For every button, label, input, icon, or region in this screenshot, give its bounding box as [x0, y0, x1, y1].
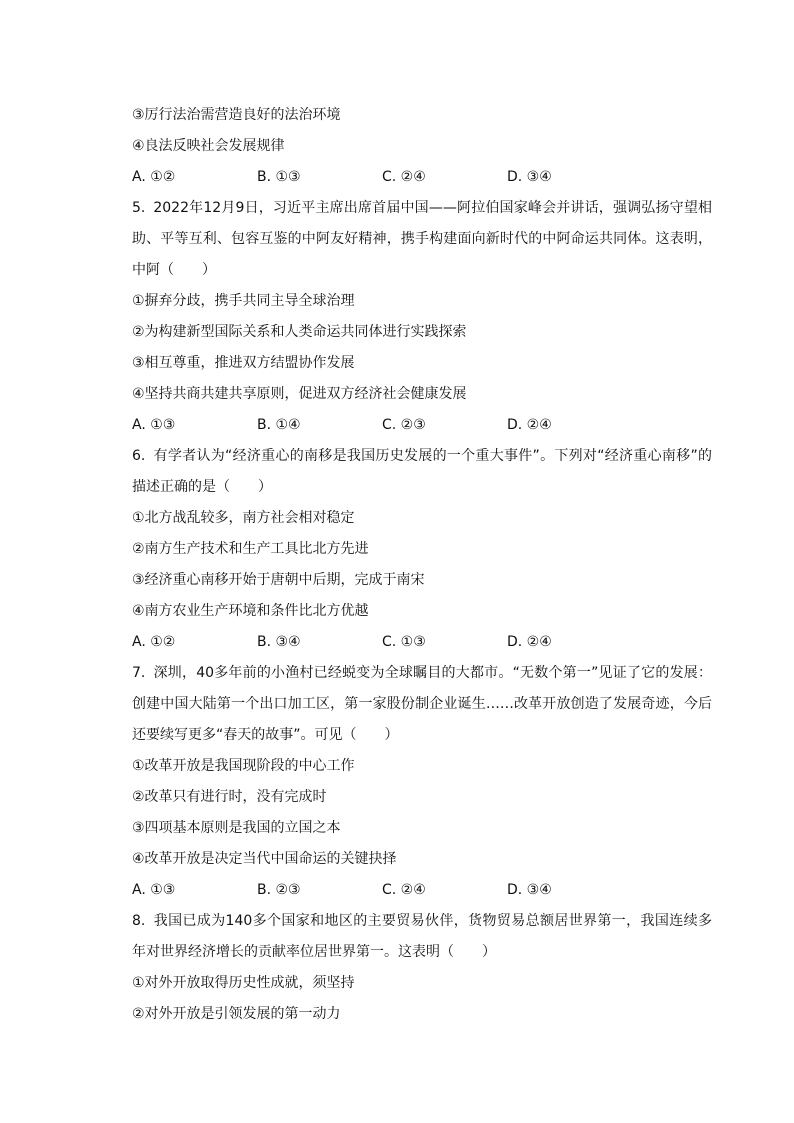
q6-item-2: ②南方生产技术和生产工具比北方先进 [132, 541, 369, 557]
q8-item-2: ②对外开放是引领发展的第一动力 [132, 1006, 341, 1022]
q5-option-c: C. ②③ [382, 417, 426, 433]
q6-stem-text: 有学者认为“经济重心的南移是我国历史发展的一个重大事件”。下列对“经济重心南移”的描述正确的是（ ） [132, 448, 712, 495]
q5-item-3: ③相互尊重，推进双方结盟协作发展 [132, 355, 355, 371]
q4-item-3: ③厉行法治需营造良好的法治环境 [132, 107, 341, 123]
q4-option-b: B. ①③ [257, 169, 301, 185]
q8-stem-text: 我国已成为140多个国家和地区的主要贸易伙伴，货物贸易总额居世界第一，我国连续多年对世界经济增长的贡献率位居世界第一。这表明（ ） [132, 913, 712, 960]
q7-option-a: A. ①③ [132, 882, 176, 898]
q7-item-4: ④改革开放是决定当代中国命运的关键抉择 [132, 851, 397, 867]
q8-item-1: ①对外开放取得历史性成就，须坚持 [132, 975, 355, 991]
q5-option-d: D. ②④ [507, 417, 552, 433]
q5-option-a: A. ①③ [132, 417, 176, 433]
q6-option-d: D. ②④ [507, 634, 552, 650]
q8-number: 8. [132, 913, 146, 929]
q5-number: 5. [132, 200, 146, 216]
q7-number: 7. [132, 665, 146, 681]
q4-options [132, 162, 712, 193]
q6-option-a: A. ①② [132, 634, 176, 650]
q6-item-3: ③经济重心南移开始于唐朝中后期，完成于南宋 [132, 572, 425, 588]
q5-options [132, 410, 712, 441]
q4-option-c: C. ②④ [382, 169, 426, 185]
q8-stem [132, 906, 712, 968]
q5-item-1: ①摒弃分歧，携手共同主导全球治理 [132, 293, 355, 309]
q7-stem [132, 658, 712, 751]
q7-stem-text: 深圳，40多年前的小渔村已经蜕变为全球瞩目的大都市。“无数个第一”见证了它的发展：创建中国大陆第一个出口加工区，第一家股份制企业诞生……改革开放创造了发展奇迹，今后还要续写更多“春天的故事”。可见（ ） [132, 665, 712, 743]
q7-item-1: ①改革开放是我国现阶段的中心工作 [132, 758, 355, 774]
q6-item-1: ①北方战乱较多，南方社会相对稳定 [132, 510, 355, 526]
q5-item-2: ②为构建新型国际关系和人类命运共同体进行实践探索 [132, 324, 467, 340]
q5-stem-text: 2022年12月9日，习近平主席出席首届中国——阿拉伯国家峰会并讲话，强调弘扬守望相助、平等互利、包容互鉴的中阿友好精神，携手构建面向新时代的中阿命运共同体。这表明，中阿（ ） [132, 200, 712, 278]
q6-stem [132, 441, 712, 503]
q6-option-b: B. ③④ [257, 634, 301, 650]
q5-item-4: ④坚持共商共建共享原则，促进双方经济社会健康发展 [132, 386, 467, 402]
q7-item-3: ③四项基本原则是我国的立国之本 [132, 820, 341, 836]
q4-item-4: ④良法反映社会发展规律 [132, 138, 285, 154]
q7-option-b: B. ②③ [257, 882, 301, 898]
q5-stem [132, 193, 712, 286]
q7-options [132, 875, 712, 906]
q6-options [132, 627, 712, 658]
q7-item-2: ②改革只有进行时，没有完成时 [132, 789, 327, 805]
q6-number: 6. [132, 448, 146, 464]
q7-option-d: D. ③④ [507, 882, 552, 898]
page-content [132, 100, 712, 1030]
q7-option-c: C. ②④ [382, 882, 426, 898]
q4-option-d: D. ③④ [507, 169, 552, 185]
q4-option-a: A. ①② [132, 169, 176, 185]
q6-item-4: ④南方农业生产环境和条件比北方优越 [132, 603, 369, 619]
q5-option-b: B. ①④ [257, 417, 301, 433]
q6-option-c: C. ①③ [382, 634, 426, 650]
